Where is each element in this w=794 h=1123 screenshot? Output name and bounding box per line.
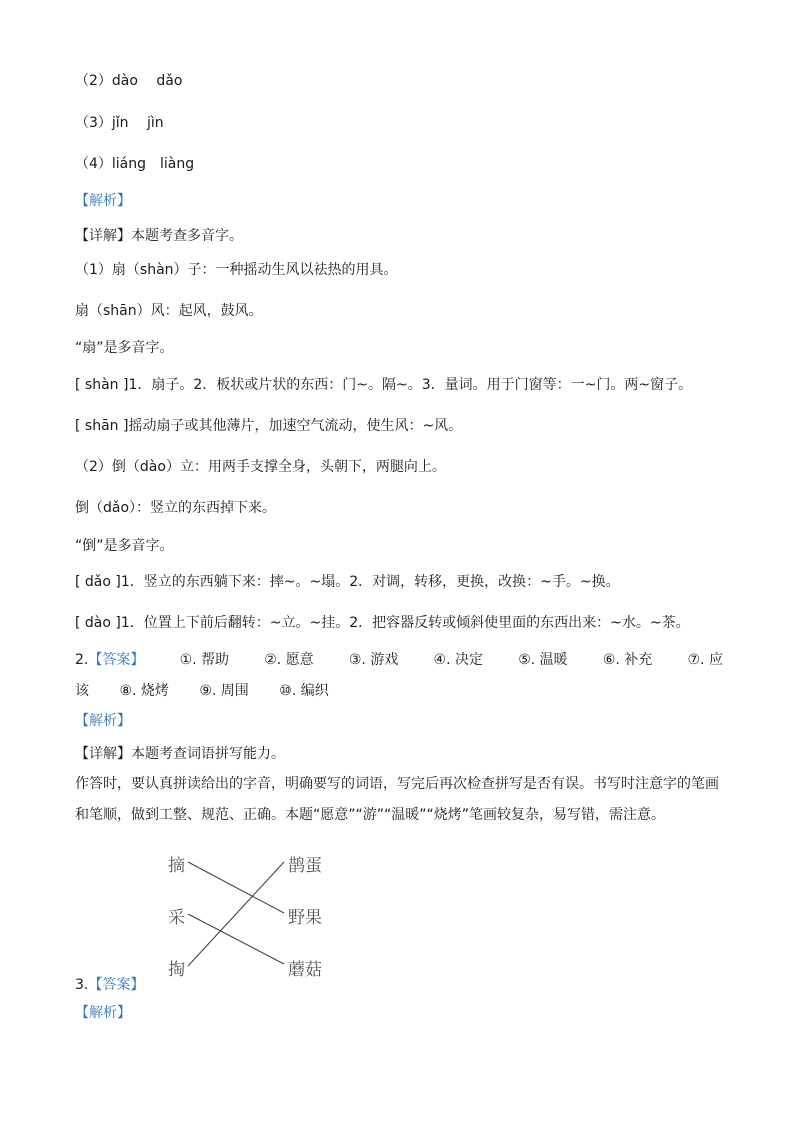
explain-line-4: [ shàn ]1．扇子。2．板状或片状的东西：门~。隔~。3．量词。用于门窗等：一~门。两~窗子。 [75, 377, 693, 393]
explain-line-3: “扇”是多音字。 [75, 340, 174, 356]
q2-item-4: ④. 决定 [433, 652, 483, 668]
match-line-3 [188, 862, 284, 966]
line-q1-4: （4）liáng liàng [75, 156, 195, 172]
line-q1-3: （3）jǐn jìn [75, 115, 164, 131]
detail-q1: 【详解】本题考查多音字。 [75, 228, 243, 244]
q2-paragraph: 作答时，要认真拼读给出的字音，明确要写的词语，写完后再次检查拼写是否有误。书写时注意字的笔画和笔顺，做到工整、规范、正确。本题“愿意”“游”“温暖”“烧烤”笔画较复杂，易写错，需注意。 [75, 776, 719, 823]
line-q1-2: （2）dào dǎo [75, 73, 183, 89]
match-right-1: 鹊蛋 [288, 856, 322, 876]
detail-q2: 【详解】本题考查词语拼写能力。 [75, 746, 285, 762]
match-left-1: 摘 [168, 856, 185, 876]
match-left-2: 采 [168, 908, 185, 928]
match-right-2: 野果 [288, 908, 322, 928]
explain-line-10: [ dào ]1．位置上下前后翻转：~立。~挂。2．把容器反转或倾斜使里面的东西出来：~水。~茶。 [75, 615, 690, 631]
analysis-tag-q3: 【解析】 [75, 1005, 131, 1021]
explain-line-1: （1）扇（shàn）子：一种摇动生风以祛热的用具。 [75, 262, 398, 278]
q2-item-10: ⑩. 编织 [279, 683, 329, 699]
q2-item-7-cont: 该 [75, 683, 89, 699]
q2-item-3: ③. 游戏 [348, 652, 399, 668]
explain-line-6: （2）倒（dào）立：用两手支撑全身，头朝下，两腿向上。 [75, 459, 446, 475]
q2-item-5: ⑤. 温暖 [518, 652, 568, 668]
q2-answer-row [75, 650, 723, 670]
q2-item-8: ⑧. 烧烤 [119, 683, 169, 699]
explain-line-7: 倒（dǎo）：竖立的东西掉下来。 [75, 500, 277, 516]
match-line-2 [188, 914, 284, 964]
q2-item-2: ②. 愿意 [264, 652, 314, 668]
analysis-tag-q1: 【解析】 [75, 193, 131, 209]
match-right-3: 蘑菇 [288, 960, 322, 980]
explain-line-2: 扇（shān）风：起风，鼓风。 [75, 303, 263, 319]
match-line-1 [188, 862, 284, 913]
q2-item-6: ⑥. 补充 [602, 652, 653, 668]
explain-line-9: [ dǎo ]1．竖立的东西躺下来：摔~。~塌。2．对调，转移，更换，改换：~手。~换。 [75, 574, 620, 590]
matching-figure [150, 845, 350, 980]
q2-item-7: ⑦. 应 [687, 652, 723, 668]
q2-item-9: ⑨. 周围 [199, 683, 249, 699]
explain-line-5: [ shān ]摇动扇子或其他薄片，加速空气流动，使生风：~风。 [75, 418, 463, 434]
analysis-tag-q2: 【解析】 [75, 713, 131, 729]
explain-line-8: “倒”是多音字。 [75, 538, 174, 554]
q2-item-1: ①. 帮助 [179, 652, 230, 668]
match-left-3: 掏 [168, 960, 185, 980]
q2-label: 2.【答案】 [75, 652, 145, 668]
q3-answer-label: 3.【答案】 [75, 977, 145, 993]
q2-answer-row-2 [75, 681, 355, 701]
